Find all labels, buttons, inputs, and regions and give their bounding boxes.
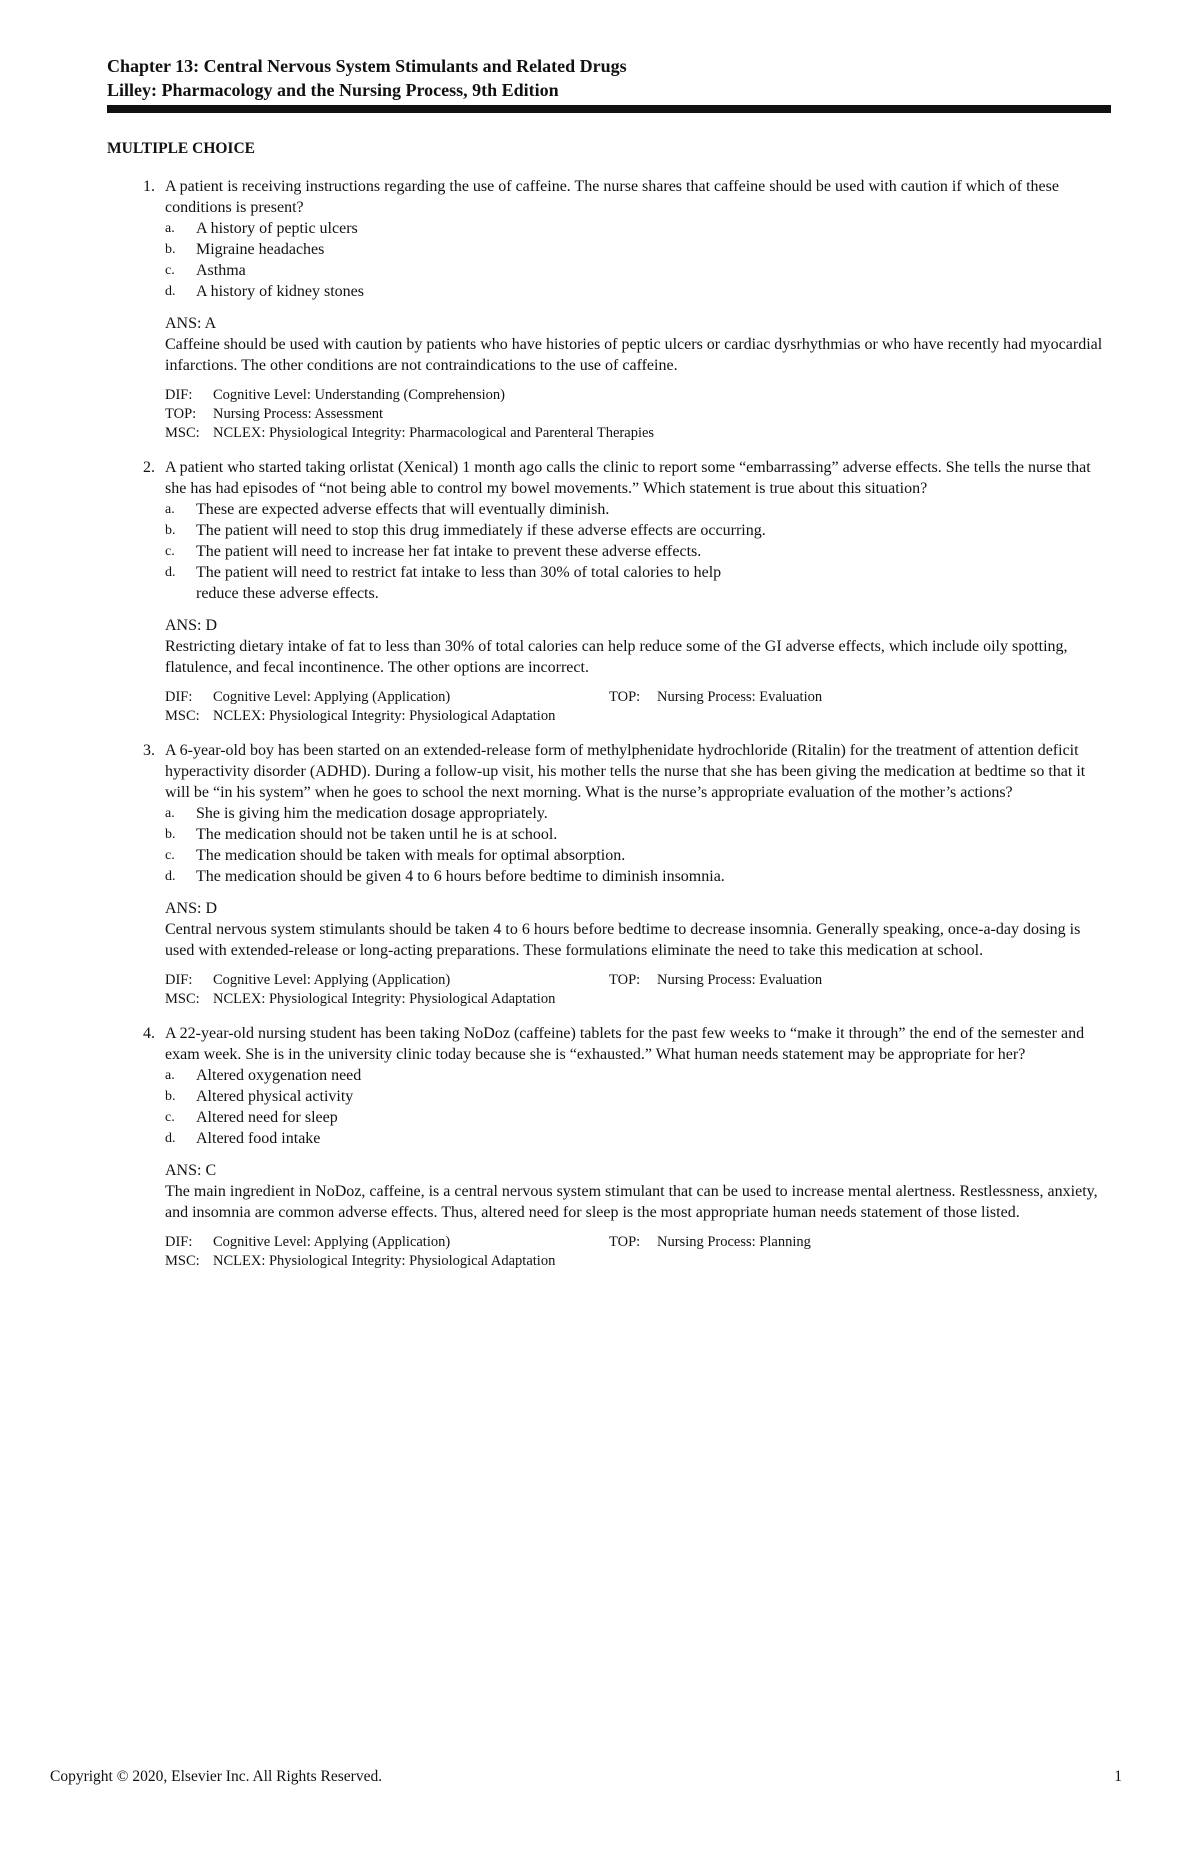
option-text: Asthma bbox=[196, 262, 246, 279]
page-number: 1 bbox=[1114, 1768, 1122, 1785]
option bbox=[165, 541, 1112, 562]
rationale: Restricting dietary intake of fat to less than 30% of total calories can help reduce some of the GI adverse effects, which include oily spotting, flatulence, and fecal incontinence. The other options are incorrect. bbox=[165, 638, 1068, 676]
question-body bbox=[165, 176, 1112, 443]
option bbox=[165, 520, 1112, 541]
option-text: These are expected adverse effects that will eventually diminish. bbox=[196, 501, 610, 518]
top-value: Nursing Process: Evaluation bbox=[657, 972, 823, 988]
top-label: TOP: bbox=[165, 406, 197, 422]
chapter-title: Chapter 13: Central Nervous System Stimulants and Related Drugs bbox=[107, 56, 627, 76]
option-letter: c. bbox=[165, 263, 175, 278]
option bbox=[165, 1128, 1112, 1149]
answer-key: ANS: D bbox=[165, 617, 218, 634]
question-number: 4. bbox=[143, 1025, 155, 1042]
top-value: Nursing Process: Evaluation bbox=[657, 689, 823, 705]
option-list bbox=[165, 1065, 1112, 1149]
option bbox=[165, 1086, 1112, 1107]
option-letter: d. bbox=[165, 284, 176, 299]
top-label: TOP: bbox=[609, 689, 641, 705]
question-body bbox=[165, 457, 1112, 726]
option-letter: a. bbox=[165, 221, 175, 236]
rationale: The main ingredient in NoDoz, caffeine, is a central nervous system stimulant that can be used to increase mental alertness. Restlessness, anxiety, and insomnia are common adverse effects. Thus, altered need for sleep is the most appropriate human needs statement of those listed. bbox=[165, 1183, 1098, 1221]
option-text: Altered physical activity bbox=[196, 1088, 354, 1105]
option bbox=[165, 260, 1112, 281]
msc-value: NCLEX: Physiological Integrity: Physiological Adaptation bbox=[213, 991, 556, 1007]
answer-key: ANS: A bbox=[165, 315, 217, 332]
option-text: The medication should be taken with meals for optimal absorption. bbox=[196, 847, 626, 864]
option-letter: d. bbox=[165, 869, 176, 884]
section-title: MULTIPLE CHOICE bbox=[107, 140, 255, 157]
book-title: Lilley: Pharmacology and the Nursing Process, 9th Edition bbox=[107, 80, 559, 100]
msc-label: MSC: bbox=[165, 708, 200, 724]
option-text: Altered food intake bbox=[196, 1130, 321, 1147]
dif-label: DIF: bbox=[165, 689, 193, 705]
question-metadata bbox=[165, 688, 1112, 726]
option-letter: a. bbox=[165, 1068, 175, 1083]
dif-value: Cognitive Level: Applying (Application) bbox=[213, 689, 451, 705]
option-letter: d. bbox=[165, 1131, 176, 1146]
option-list bbox=[165, 803, 1112, 887]
option-text: The patient will need to restrict fat intake to less than 30% of total calories to help reduce these adverse effects. bbox=[196, 564, 722, 602]
option-text: The medication should be given 4 to 6 hours before bedtime to diminish insomnia. bbox=[196, 868, 725, 885]
question-number: 1. bbox=[143, 178, 155, 195]
page-footer bbox=[50, 1768, 1122, 1786]
question bbox=[107, 457, 1112, 726]
option bbox=[165, 1065, 1112, 1086]
option-text: The patient will need to increase her fat intake to prevent these adverse effects. bbox=[196, 543, 702, 560]
option bbox=[165, 824, 1112, 845]
option-text: She is giving him the medication dosage appropriately. bbox=[196, 805, 548, 822]
msc-value: NCLEX: Physiological Integrity: Pharmacological and Parenteral Therapies bbox=[213, 425, 655, 441]
question-stem: A patient who started taking orlistat (Xenical) 1 month ago calls the clinic to report some “embarrassing” adverse effects. She tells the nurse that she has had episodes of “not being able to control my bowel movements.” Which statement is true about this situation? bbox=[165, 459, 1091, 497]
option-letter: a. bbox=[165, 502, 175, 517]
question bbox=[107, 1023, 1112, 1271]
option bbox=[165, 218, 1112, 239]
option-letter: b. bbox=[165, 827, 176, 842]
option-list bbox=[165, 218, 1112, 302]
option bbox=[165, 1107, 1112, 1128]
option-text: Altered oxygenation need bbox=[196, 1067, 362, 1084]
top-value: Nursing Process: Planning bbox=[657, 1234, 811, 1250]
question-metadata bbox=[165, 1233, 1112, 1271]
question-stem: A patient is receiving instructions regarding the use of caffeine. The nurse shares that caffeine should be used with caution if which of these conditions is present? bbox=[165, 178, 1059, 216]
rationale: Caffeine should be used with caution by patients who have histories of peptic ulcers or cardiac dysrhythmias or who have recently had myocardial infarctions. The other conditions are not contraindications to the use of caffeine. bbox=[165, 336, 1103, 374]
question bbox=[107, 176, 1112, 443]
question bbox=[107, 740, 1112, 1009]
option-text: The medication should not be taken until he is at school. bbox=[196, 826, 558, 843]
question-number: 2. bbox=[143, 459, 155, 476]
header-rule bbox=[107, 105, 1111, 113]
question-number: 3. bbox=[143, 742, 155, 759]
dif-label: DIF: bbox=[165, 1234, 193, 1250]
option-letter: c. bbox=[165, 1110, 175, 1125]
option-letter: b. bbox=[165, 1089, 176, 1104]
msc-label: MSC: bbox=[165, 1253, 200, 1269]
option bbox=[165, 562, 1112, 604]
msc-value: NCLEX: Physiological Integrity: Physiological Adaptation bbox=[213, 708, 556, 724]
question-metadata bbox=[165, 386, 1112, 443]
msc-label: MSC: bbox=[165, 425, 200, 441]
top-value: Nursing Process: Assessment bbox=[213, 406, 383, 422]
option-list bbox=[165, 499, 1112, 604]
option-letter: c. bbox=[165, 544, 175, 559]
option-letter: d. bbox=[165, 565, 176, 580]
page-header bbox=[107, 54, 1111, 113]
option-text: Migraine headaches bbox=[196, 241, 325, 258]
dif-label: DIF: bbox=[165, 972, 193, 988]
top-label: TOP: bbox=[609, 1234, 641, 1250]
option-text: The patient will need to stop this drug immediately if these adverse effects are occurring. bbox=[196, 522, 766, 539]
option bbox=[165, 499, 1112, 520]
option bbox=[165, 803, 1112, 824]
option-letter: a. bbox=[165, 806, 175, 821]
option bbox=[165, 281, 1112, 302]
answer-key: ANS: C bbox=[165, 1162, 217, 1179]
question-stem: A 22-year-old nursing student has been taking NoDoz (caffeine) tablets for the past few weeks to “make it through” the end of the semester and exam week. She is in the university clinic today because she is “exhausted.” What human needs statement may be appropriate for her? bbox=[165, 1025, 1085, 1063]
dif-value: Cognitive Level: Understanding (Comprehension) bbox=[213, 387, 505, 403]
question-metadata bbox=[165, 971, 1112, 1009]
msc-label: MSC: bbox=[165, 991, 200, 1007]
rationale: Central nervous system stimulants should be taken 4 to 6 hours before bedtime to decrease insomnia. Generally speaking, once-a-day dosing is used with extended-release or long-acting preparations. These formulations eliminate the need to take this medication at school. bbox=[165, 921, 1081, 959]
dif-value: Cognitive Level: Applying (Application) bbox=[213, 1234, 451, 1250]
top-label: TOP: bbox=[609, 972, 641, 988]
question-body bbox=[165, 740, 1112, 1009]
answer-key: ANS: D bbox=[165, 900, 218, 917]
option-text: A history of peptic ulcers bbox=[196, 220, 358, 237]
option bbox=[165, 845, 1112, 866]
option bbox=[165, 866, 1112, 887]
option-letter: b. bbox=[165, 523, 176, 538]
msc-value: NCLEX: Physiological Integrity: Physiological Adaptation bbox=[213, 1253, 556, 1269]
option bbox=[165, 239, 1112, 260]
option-letter: c. bbox=[165, 848, 175, 863]
option-letter: b. bbox=[165, 242, 176, 257]
question-body bbox=[165, 1023, 1112, 1271]
option-text: Altered need for sleep bbox=[196, 1109, 338, 1126]
question-list bbox=[107, 176, 1112, 1271]
dif-label: DIF: bbox=[165, 387, 193, 403]
copyright-notice: Copyright © 2020, Elsevier Inc. All Rights Reserved. bbox=[50, 1768, 383, 1785]
question-stem: A 6-year-old boy has been started on an extended-release form of methylphenidate hydrochloride (Ritalin) for the treatment of attention deficit hyperactivity disorder (ADHD). During a follow-up visit, his mother tells the nurse that she has been giving the medication at bedtime so that it will be “in his system” when he goes to school the next morning. What is the nurse’s appropriate evaluation of the mother’s actions? bbox=[165, 742, 1086, 801]
dif-value: Cognitive Level: Applying (Application) bbox=[213, 972, 451, 988]
option-text: A history of kidney stones bbox=[196, 283, 364, 300]
